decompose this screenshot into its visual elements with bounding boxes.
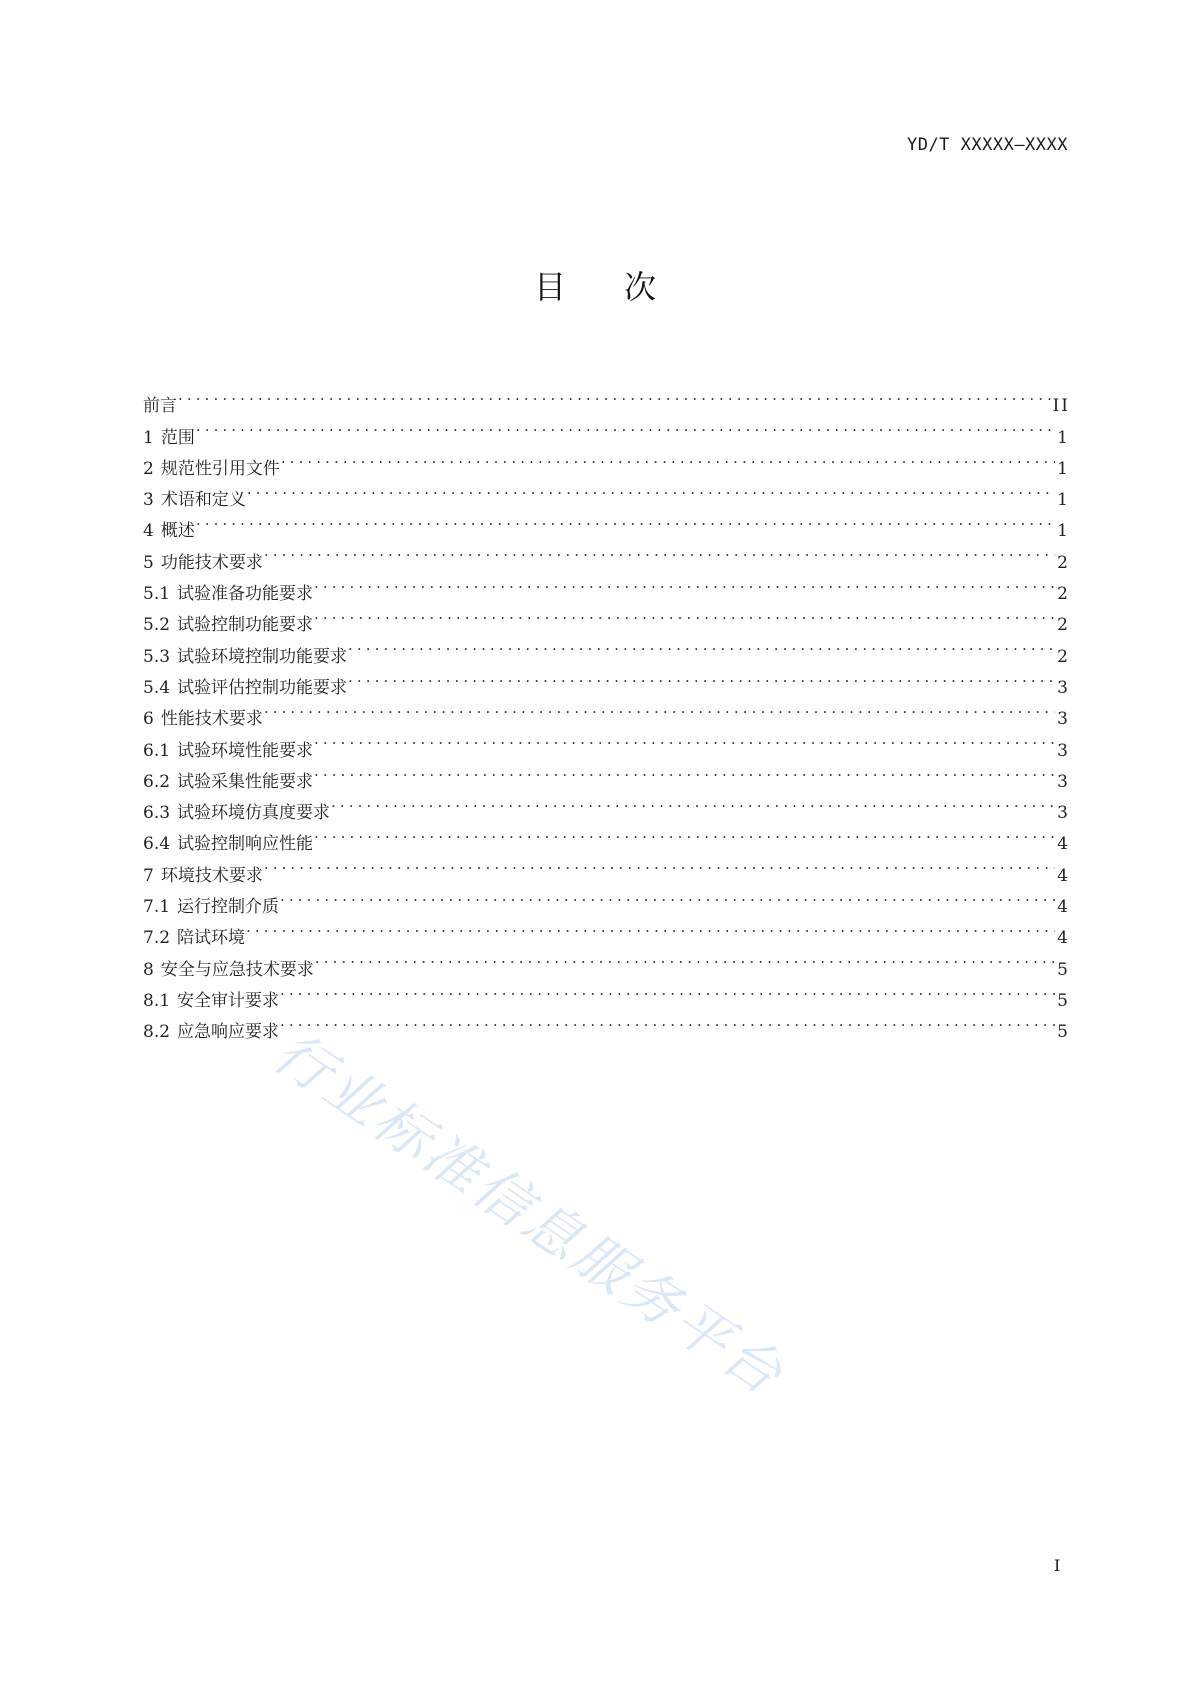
toc-entry-number: 8.1 (143, 990, 171, 1011)
toc-entry-title: 试验环境控制功能要求 (177, 646, 348, 667)
toc-entry-number: 8.2 (143, 1022, 171, 1043)
dot-leader (195, 411, 1055, 442)
toc-entry-title: 试验环境仿真度要求 (177, 803, 331, 824)
dot-leader (330, 787, 1055, 818)
dot-leader (263, 536, 1055, 567)
toc-entry-page: 4 (1057, 928, 1070, 949)
toc-entry-page: 3 (1057, 677, 1070, 698)
dot-leader (263, 693, 1055, 724)
toc-entry-number: 1 (143, 427, 154, 448)
toc-entry-title: 试验评估控制功能要求 (177, 677, 348, 698)
toc-entry-title: 安全与应急技术要求 (160, 959, 314, 980)
toc-entry-number: 5.4 (143, 677, 171, 698)
toc-entry-number: 7.1 (143, 897, 171, 918)
toc-entry-page: 2 (1057, 552, 1070, 573)
dot-leader (313, 724, 1055, 755)
toc-entry-number: 6.4 (143, 834, 171, 855)
toc-entry-title: 前言 (143, 396, 177, 417)
toc-entry-title: 安全审计要求 (177, 990, 280, 1011)
toc-entry-title: 试验控制响应性能 (177, 834, 314, 855)
toc-entry-title: 环境技术要求 (160, 865, 263, 886)
toc-entry-number: 8 (143, 959, 154, 980)
toc-heading-char-2: 次 (624, 268, 657, 306)
toc-entry-title: 运行控制介质 (177, 897, 280, 918)
toc-entry-page: 2 (1057, 584, 1070, 605)
dot-leader (347, 662, 1055, 693)
toc-entry-number: 5.3 (143, 646, 171, 667)
toc-entry-page: 5 (1057, 1022, 1070, 1043)
toc-entry-number: 5.1 (143, 584, 171, 605)
dot-leader (313, 756, 1055, 787)
toc-entry-title: 应急响应要求 (177, 1022, 280, 1043)
watermark-text: 行业标准信息服务平台 (261, 1019, 796, 1410)
toc-entry-title: 试验环境性能要求 (177, 740, 314, 761)
toc-entry-2[interactable] (143, 443, 1070, 479)
toc-entry-7-1[interactable] (143, 881, 1070, 918)
toc-heading-char-1: 目 (533, 268, 566, 306)
toc-entry-page: 3 (1057, 709, 1070, 730)
dot-leader (279, 1006, 1055, 1037)
toc-entry-page: 3 (1057, 740, 1070, 761)
toc-entry-number: 6.3 (143, 803, 171, 824)
toc-entry-page: 4 (1057, 834, 1070, 855)
toc-entry-number: 6.1 (143, 740, 171, 761)
toc-entry-6-1[interactable] (143, 724, 1070, 761)
dot-leader (263, 849, 1055, 880)
toc-entry-title: 功能技术要求 (160, 552, 263, 573)
toc-entry-5[interactable] (143, 536, 1070, 573)
toc-entry-title: 性能技术要求 (160, 709, 263, 730)
toc-entry-8-2[interactable] (143, 1006, 1070, 1043)
toc-entry-page: 4 (1057, 865, 1070, 886)
dot-leader (313, 568, 1055, 599)
dot-leader (347, 630, 1055, 661)
toc-entry-number: 5 (143, 552, 154, 573)
toc-entry-page: 2 (1057, 615, 1070, 636)
standard-number: YD/T XXXXX—XXXX (906, 135, 1068, 155)
toc-entry-title: 陪试环境 (177, 928, 246, 949)
toc-entry-page: 2 (1057, 646, 1070, 667)
toc-entry-number: 6.2 (143, 771, 171, 792)
toc-entry-page: 5 (1057, 990, 1070, 1011)
toc-entry-page: 1 (1057, 458, 1070, 479)
toc-entry-page: 1 (1057, 490, 1070, 511)
dot-leader (313, 599, 1055, 630)
toc-entry-4[interactable] (143, 505, 1070, 542)
toc-entry-title: 概述 (160, 521, 195, 542)
toc-entry-page: 4 (1057, 897, 1070, 918)
toc-entry-page: 1 (1057, 521, 1070, 542)
toc-entry-title: 范围 (160, 427, 195, 448)
toc-entry-title: 试验控制功能要求 (177, 615, 314, 636)
toc-entry-page: 3 (1057, 803, 1070, 824)
dot-leader (279, 881, 1055, 912)
toc-entry-number: 6 (143, 709, 154, 730)
toc-entry-preface[interactable] (143, 380, 1070, 417)
toc-entry-7[interactable] (143, 849, 1070, 886)
toc-entry-page: 3 (1057, 771, 1070, 792)
toc-entry-page: II (1052, 396, 1070, 417)
dot-leader (313, 818, 1055, 849)
toc-entry-title: 试验采集性能要求 (177, 771, 314, 792)
toc-entry-number: 2 (143, 458, 154, 479)
page-number: I (1054, 1556, 1061, 1575)
toc-entry-6[interactable] (143, 693, 1070, 730)
dot-leader (314, 943, 1055, 974)
toc-entry-8-1[interactable] (143, 975, 1070, 1011)
toc-entry-title: 规范性引用文件 (160, 458, 280, 479)
toc-entry-number: 7.2 (143, 928, 171, 949)
toc-heading (0, 262, 1190, 308)
toc-entry-number: 5.2 (143, 615, 171, 636)
dot-leader (280, 443, 1055, 474)
toc-entry-number: 7 (143, 865, 154, 886)
toc-entry-1[interactable] (143, 411, 1070, 448)
toc-entry-8[interactable] (143, 943, 1070, 980)
toc-entry-title: 试验准备功能要求 (177, 584, 314, 605)
toc-entry-number: 4 (143, 521, 154, 542)
toc-entry-3[interactable] (143, 474, 1070, 511)
toc-entry-5-1[interactable] (143, 568, 1070, 605)
toc-entry-7-2[interactable] (143, 912, 1070, 949)
toc-entry-title: 术语和定义 (160, 490, 246, 511)
dot-leader (246, 474, 1055, 505)
dot-leader (245, 912, 1055, 943)
toc-entry-number: 3 (143, 490, 154, 511)
dot-leader (177, 380, 1051, 411)
dot-leader (279, 975, 1055, 1006)
toc-entry-page: 5 (1057, 959, 1070, 980)
toc-list (143, 380, 1070, 1043)
toc-entry-page: 1 (1057, 427, 1070, 448)
dot-leader (195, 505, 1055, 536)
